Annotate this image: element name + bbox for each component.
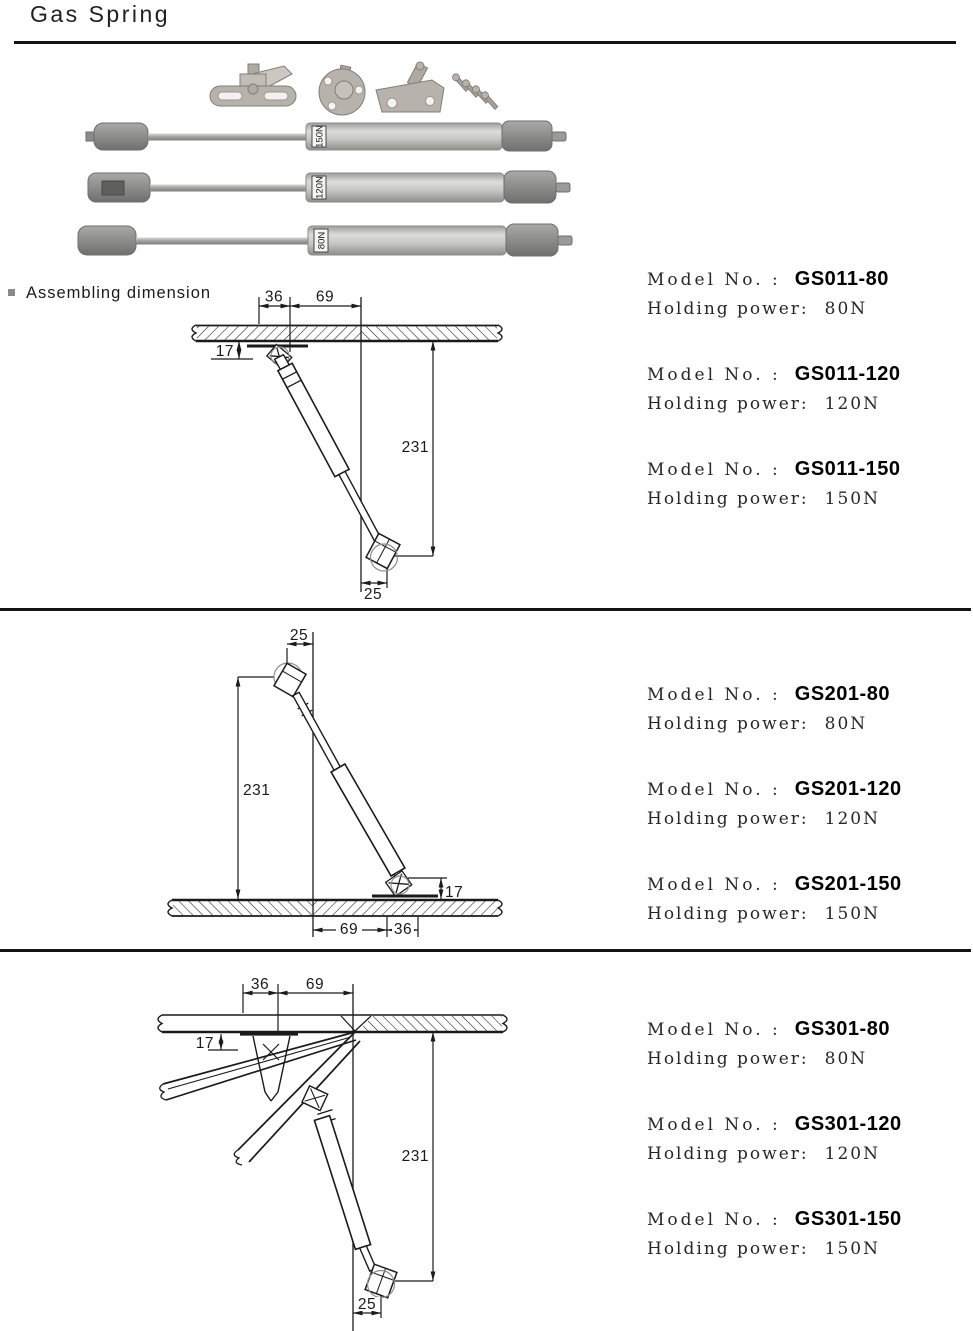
section-divider xyxy=(0,608,971,611)
angled-mounting-bracket xyxy=(376,62,444,112)
gas-spring-photo-80n xyxy=(78,224,572,256)
model-entry xyxy=(647,1018,967,1068)
title-divider xyxy=(14,41,956,44)
mounting-screws xyxy=(451,72,499,110)
holding-power-label: Holding power: xyxy=(647,904,809,924)
model-number: GS011-80 xyxy=(794,268,889,290)
model-number: GS201-80 xyxy=(794,683,890,705)
bullet-icon xyxy=(8,289,15,296)
dim-offset: 25 xyxy=(363,586,383,603)
gas-spring-photo-150n xyxy=(86,121,566,151)
dim-drop: 17 xyxy=(195,1035,214,1052)
model-number: GS301-150 xyxy=(794,1208,902,1230)
model-label: Model No. : xyxy=(647,460,781,480)
model-label: Model No. : xyxy=(647,270,781,290)
model-number: GS011-120 xyxy=(794,363,901,385)
gas-spring-photo-120n xyxy=(88,171,570,203)
diagram-gs201-floor-mount xyxy=(160,615,520,950)
model-label: Model No. : xyxy=(647,1210,781,1230)
holding-power-label: Holding power: xyxy=(647,1239,809,1259)
slotted-mounting-bracket xyxy=(210,64,296,106)
ceiling-panel xyxy=(192,325,502,341)
model-number: GS201-120 xyxy=(794,778,902,800)
holding-power-value: 150N xyxy=(824,1239,880,1259)
dim-offset: 25 xyxy=(357,1296,377,1313)
assembling-dimension-label: Assembling dimension xyxy=(26,284,212,302)
model-entry xyxy=(647,268,967,318)
model-number: GS011-150 xyxy=(794,458,901,480)
diagram-gs011-ceiling-mount xyxy=(170,290,520,612)
dim-span-inner: 36 xyxy=(264,290,284,306)
holding-power-value: 80N xyxy=(824,299,868,319)
holding-power-value: 120N xyxy=(824,1144,880,1164)
model-number: GS301-80 xyxy=(794,1018,890,1040)
gas-spring-drawing xyxy=(302,1086,397,1298)
model-entry xyxy=(647,778,967,828)
dim-height: 231 xyxy=(243,782,271,799)
dim-offset: 25 xyxy=(289,627,309,644)
diagram-gs301-flap-door xyxy=(150,975,530,1331)
holding-power-value: 150N xyxy=(824,904,880,924)
holding-power-value: 150N xyxy=(824,489,880,509)
holding-power-value: 120N xyxy=(824,394,880,414)
model-label: Model No. : xyxy=(647,780,781,800)
dim-height: 231 xyxy=(401,439,429,456)
holding-power-label: Holding power: xyxy=(647,1144,809,1164)
holding-power-value: 120N xyxy=(824,809,880,829)
dim-span-outer: 69 xyxy=(315,290,335,306)
holding-power-value: 80N xyxy=(824,1049,868,1069)
dim-span-inner: 36 xyxy=(250,976,270,993)
dim-span-inner: 36 xyxy=(393,921,413,938)
round-mounting-plate xyxy=(319,65,365,115)
dim-drop: 17 xyxy=(215,343,234,360)
model-label: Model No. : xyxy=(647,685,781,705)
holding-power-label: Holding power: xyxy=(647,299,809,319)
holding-power-value: 80N xyxy=(824,714,868,734)
gas-spring-drawing xyxy=(247,344,400,571)
model-list-gs301 xyxy=(647,1018,967,1303)
dim-span-outer: 69 xyxy=(339,921,359,938)
dimension-lines xyxy=(208,984,433,1331)
model-entry xyxy=(647,873,967,923)
dim-drop: 17 xyxy=(445,884,464,901)
model-label: Model No. : xyxy=(647,1020,781,1040)
holding-power-label: Holding power: xyxy=(647,809,809,829)
spring-force-label: 150N xyxy=(314,125,326,148)
holding-power-label: Holding power: xyxy=(647,1049,809,1069)
holding-power-label: Holding power: xyxy=(647,489,809,509)
gas-spring-drawing xyxy=(274,663,438,896)
model-label: Model No. : xyxy=(647,365,781,385)
product-photo xyxy=(60,60,580,280)
model-entry xyxy=(647,363,967,413)
model-list-gs201 xyxy=(647,683,967,968)
section-divider xyxy=(0,949,971,952)
page-title: Gas Spring xyxy=(30,1,171,27)
dim-height: 231 xyxy=(401,1148,429,1165)
model-entry xyxy=(647,683,967,733)
model-label: Model No. : xyxy=(647,1115,781,1135)
model-label: Model No. : xyxy=(647,875,781,895)
model-list-gs011 xyxy=(647,268,967,553)
dim-span-outer: 69 xyxy=(305,976,325,993)
spring-force-label: 120N xyxy=(314,176,326,199)
holding-power-label: Holding power: xyxy=(647,394,809,414)
model-number: GS201-150 xyxy=(794,873,902,895)
holding-power-label: Holding power: xyxy=(647,714,809,734)
model-entry xyxy=(647,458,967,508)
spring-force-label: 80N xyxy=(316,231,328,250)
model-entry xyxy=(647,1208,967,1258)
floor-panel xyxy=(168,900,502,916)
model-entry xyxy=(647,1113,967,1163)
model-number: GS301-120 xyxy=(794,1113,902,1135)
cabinet-panel xyxy=(158,1015,507,1032)
